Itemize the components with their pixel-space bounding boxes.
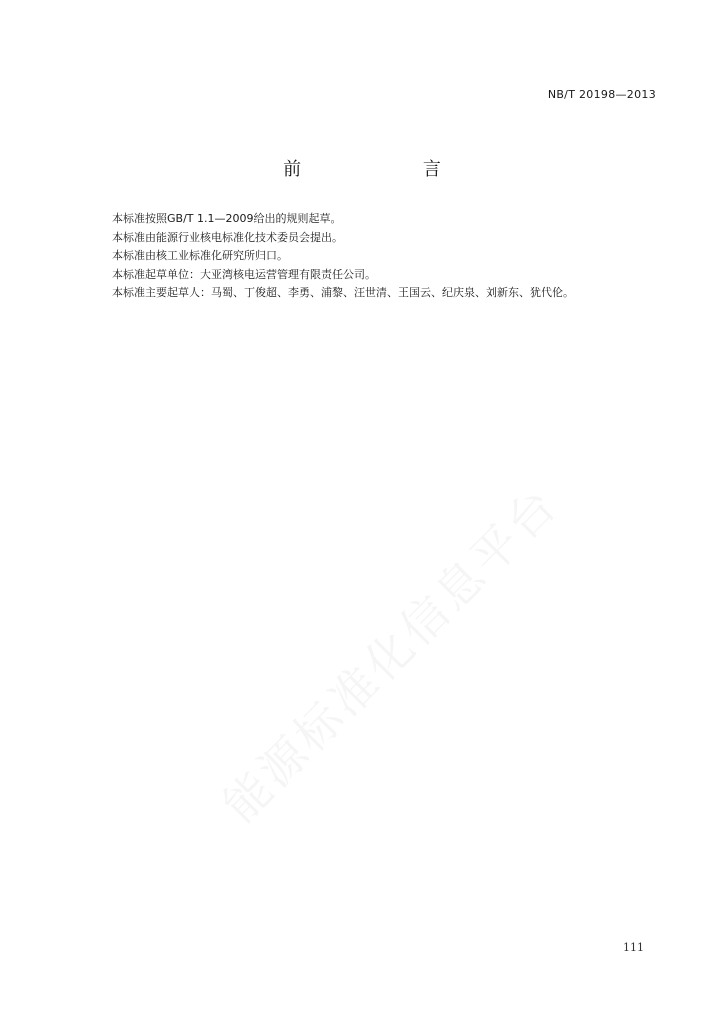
paragraph-drafting-unit: 本标准起草单位：大亚湾核电运营管理有限责任公司。 (112, 267, 376, 281)
watermark: 能源标准化信息平台 (212, 476, 569, 833)
page-title: 前 言 (283, 159, 499, 180)
paragraph-proposed-by: 本标准由能源行业核电标准化技术委员会提出。 (112, 230, 343, 244)
preface-body (112, 210, 672, 303)
paragraph-main-drafters: 本标准主要起草人：马蜀、丁俊超、李勇、浦黎、汪世清、王国云、纪庆泉、刘新东、犹代伦。 (112, 286, 574, 299)
page-number: 111 (623, 941, 644, 954)
standard-code: NB/T 20198—2013 (547, 88, 656, 101)
paragraph-drafting-rules: 本标准按照GB/T 1.1—2009给出的规则起草。 (112, 212, 342, 225)
paragraph-centralized-by: 本标准由核工业标准化研究所归口。 (112, 249, 288, 262)
